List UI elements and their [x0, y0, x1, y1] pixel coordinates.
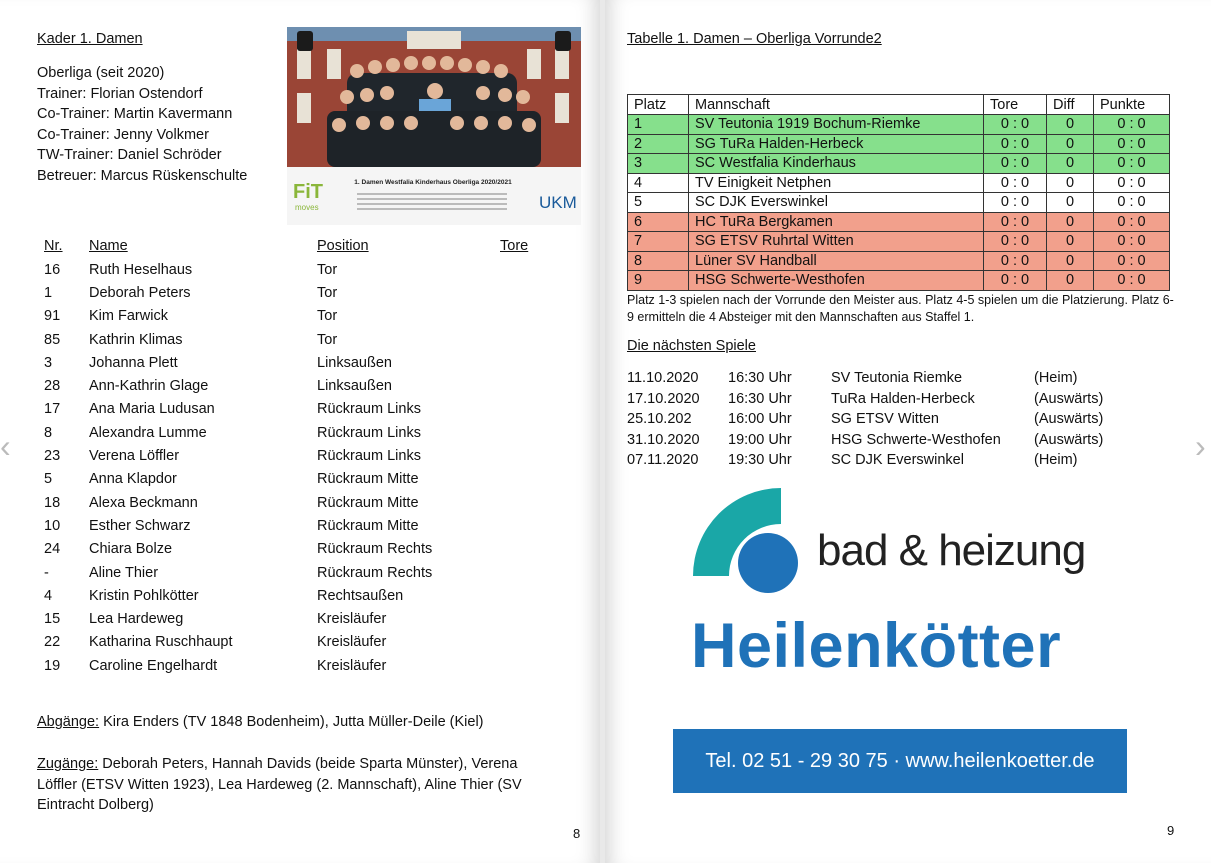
- standings-tore: 0 : 0: [984, 115, 1047, 135]
- roster-nr: 10: [44, 517, 61, 534]
- roster-position: Rückraum Mitte: [317, 494, 419, 511]
- roster-row: [44, 328, 564, 351]
- roster-row: [44, 444, 564, 467]
- standings-punkte: 0 : 0: [1094, 251, 1170, 271]
- standings-tore: 0 : 0: [984, 173, 1047, 193]
- roster-tore: [500, 421, 564, 444]
- header-punkte: Punkte: [1094, 95, 1170, 115]
- roster-nr: 5: [44, 471, 53, 488]
- roster-row: [44, 584, 564, 607]
- standings-punkte: 0 : 0: [1094, 154, 1170, 174]
- standings-team: SG TuRa Halden-Herbeck: [689, 134, 984, 154]
- zugaenge: [37, 754, 557, 816]
- standings-team: HC TuRa Bergkamen: [689, 212, 984, 232]
- standings-diff: 0: [1047, 212, 1094, 232]
- game-row: [627, 368, 1103, 389]
- roster-nr: 4: [44, 587, 53, 604]
- roster-tore: [500, 281, 564, 304]
- standings-row: [628, 154, 1170, 174]
- roster-position: Rückraum Mitte: [317, 517, 419, 534]
- standings-header-row: [628, 95, 1170, 115]
- standings-row: [628, 232, 1170, 252]
- roster-tore: [500, 607, 564, 630]
- roster-name: Ana Maria Ludusan: [89, 401, 215, 418]
- heilenkoetter-symbol-icon: [693, 488, 808, 600]
- roster-row: [44, 281, 564, 304]
- standings-platz: 7: [628, 232, 689, 252]
- ad-brand: Heilenkötter: [691, 611, 1062, 681]
- roster-nr: 24: [44, 541, 61, 558]
- standings-platz: 6: [628, 212, 689, 232]
- roster-nr: 16: [44, 261, 61, 278]
- roster-position: Tor: [317, 261, 338, 278]
- page-number-right: 9: [1167, 823, 1175, 838]
- ad-contact: Tel. 02 51 - 29 30 75 · www.heilenkoetter.de: [673, 729, 1127, 793]
- photo-caption: 1. Damen Westfalia Kinderhaus Oberliga 2020/2021: [354, 179, 512, 186]
- roster-nr: 28: [44, 378, 61, 395]
- staff-line: Trainer: Florian Ostendorf: [37, 85, 203, 102]
- game-date: 11.10.2020: [627, 370, 699, 387]
- standings-platz: 5: [628, 193, 689, 213]
- game-row: [627, 430, 1103, 451]
- roster-name: Alexandra Lumme: [89, 424, 207, 441]
- standings-punkte: 0 : 0: [1094, 271, 1170, 291]
- game-opponent: SG ETSV Witten: [831, 411, 939, 428]
- game-venue: (Auswärts): [1034, 390, 1104, 407]
- abgaenge-label: Abgänge:: [37, 714, 100, 730]
- roster-position: Rückraum Rechts: [317, 541, 433, 558]
- roster-row: [44, 561, 564, 584]
- standings-diff: 0: [1047, 173, 1094, 193]
- game-opponent: SC DJK Everswinkel: [831, 452, 964, 469]
- roster-table: [44, 234, 564, 677]
- standings-punkte: 0 : 0: [1094, 232, 1170, 252]
- header-name: Name: [89, 238, 128, 254]
- standings-team: Lüner SV Handball: [689, 251, 984, 271]
- roster-tore: [500, 374, 564, 397]
- standings-platz: 9: [628, 271, 689, 291]
- standings-row: [628, 271, 1170, 291]
- game-venue: (Auswärts): [1034, 431, 1104, 448]
- roster-name: Chiara Bolze: [89, 541, 173, 558]
- games-title: Die nächsten Spiele: [627, 338, 756, 354]
- roster-name: Caroline Engelhardt: [89, 657, 218, 674]
- roster-position: Linksaußen: [317, 378, 392, 395]
- roster-name: Verena Löffler: [89, 448, 180, 465]
- roster-row: [44, 514, 564, 537]
- header-diff: Diff: [1047, 95, 1094, 115]
- roster-nr: -: [44, 564, 49, 581]
- staff-line: TW-Trainer: Daniel Schröder: [37, 147, 222, 163]
- roster-name: Anna Klapdor: [89, 471, 177, 488]
- game-time: 16:30 Uhr: [728, 370, 792, 387]
- roster-nr: 17: [44, 401, 61, 418]
- roster-row: [44, 631, 564, 654]
- staff-line: Co-Trainer: Jenny Volkmer: [37, 126, 209, 143]
- roster-row: [44, 654, 564, 677]
- roster-tore: [500, 351, 564, 374]
- roster-tore: [500, 514, 564, 537]
- header-tore: Tore: [500, 238, 529, 254]
- game-date: 07.11.2020: [627, 452, 699, 469]
- roster-tore: [500, 305, 564, 328]
- abgaenge-text: Kira Enders (TV 1848 Bodenheim), Jutta Müller-Deile (Kiel): [99, 714, 484, 730]
- roster-tore: [500, 398, 564, 421]
- header-mannschaft: Mannschaft: [689, 95, 984, 115]
- staff-line: Betreuer: Marcus Rüskenschulte: [37, 167, 248, 184]
- roster-nr: 1: [44, 284, 53, 301]
- header-position: Position: [317, 238, 369, 254]
- standings-punkte: 0 : 0: [1094, 193, 1170, 213]
- game-row: [627, 389, 1103, 410]
- abgaenge: [37, 712, 557, 733]
- roster-tore: [500, 538, 564, 561]
- roster-row: [44, 421, 564, 444]
- game-opponent: HSG Schwerte-Westhofen: [831, 431, 1001, 448]
- standings-row: [628, 251, 1170, 271]
- roster-tore: [500, 654, 564, 677]
- games-table: [627, 368, 1103, 471]
- standings-team: SC DJK Everswinkel: [689, 193, 984, 213]
- roster-nr: 22: [44, 634, 61, 651]
- roster-nr: 8: [44, 424, 53, 441]
- roster-name: Esther Schwarz: [89, 517, 191, 534]
- game-time: 16:30 Uhr: [728, 390, 792, 407]
- roster-name: Alexa Beckmann: [89, 494, 198, 511]
- standings-team: SC Westfalia Kinderhaus: [689, 154, 984, 174]
- roster-nr: 18: [44, 494, 61, 511]
- roster-row: [44, 351, 564, 374]
- roster-row: [44, 468, 564, 491]
- standings-diff: 0: [1047, 115, 1094, 135]
- roster-position: Kreisläufer: [317, 634, 387, 651]
- roster-position: Rechtsaußen: [317, 587, 404, 604]
- prev-page-arrow-icon[interactable]: ‹: [0, 428, 11, 464]
- zugaenge-label: Zugänge:: [37, 756, 99, 772]
- roster-tore: [500, 631, 564, 654]
- standings-platz: 8: [628, 251, 689, 271]
- roster-position: Rückraum Links: [317, 401, 421, 418]
- roster-name: Kathrin Klimas: [89, 331, 183, 348]
- standings-tore: 0 : 0: [984, 251, 1047, 271]
- game-venue: (Heim): [1034, 370, 1078, 387]
- roster-row: [44, 491, 564, 514]
- roster-position: Tor: [317, 284, 338, 301]
- standings-diff: 0: [1047, 154, 1094, 174]
- roster-position: Rückraum Mitte: [317, 471, 419, 488]
- standings-platz: 1: [628, 115, 689, 135]
- game-date: 17.10.2020: [627, 390, 700, 407]
- roster-tore: [500, 328, 564, 351]
- game-time: 16:00 Uhr: [728, 411, 792, 428]
- roster-position: Kreisläufer: [317, 611, 387, 628]
- standings-diff: 0: [1047, 271, 1094, 291]
- staff-list: [37, 63, 247, 186]
- roster-position: Tor: [317, 308, 338, 325]
- roster-name: Ann-Kathrin Glage: [89, 378, 209, 395]
- roster-position: Rückraum Links: [317, 424, 421, 441]
- roster-tore: [500, 491, 564, 514]
- standings-diff: 0: [1047, 134, 1094, 154]
- roster-tore: [500, 258, 564, 281]
- roster-position: Rückraum Rechts: [317, 564, 433, 581]
- standings-row: [628, 115, 1170, 135]
- roster-name: Katharina Ruschhaupt: [89, 634, 233, 651]
- right-page: [605, 0, 1211, 863]
- standings-platz: 3: [628, 154, 689, 174]
- roster-tore: [500, 444, 564, 467]
- roster-row: [44, 258, 564, 281]
- roster-name: Ruth Heselhaus: [89, 261, 193, 278]
- ad-tagline: bad & heizung: [817, 526, 1086, 575]
- roster-nr: 3: [44, 354, 53, 371]
- standings-punkte: 0 : 0: [1094, 173, 1170, 193]
- roster-tore: [500, 468, 564, 491]
- standings-diff: 0: [1047, 251, 1094, 271]
- header-tore: Tore: [984, 95, 1047, 115]
- roster-header-row: [44, 234, 564, 258]
- standings-platz: 2: [628, 134, 689, 154]
- game-venue: (Auswärts): [1034, 411, 1104, 428]
- sponsor-left-logo: FiT: [293, 181, 323, 203]
- standings-tore: 0 : 0: [984, 212, 1047, 232]
- table-note: Platz 1-3 spielen nach der Vorrunde den Meister aus. Platz 4-5 spielen um die Platzierung. Platz 6-9 ermitteln die 4 Absteiger mit den Mannschaften aus Staffel 1.: [627, 293, 1174, 324]
- standings-row: [628, 212, 1170, 232]
- roster-name: Lea Hardeweg: [89, 611, 184, 628]
- game-opponent: TuRa Halden-Herbeck: [831, 390, 975, 407]
- sponsor-left-sub: moves: [295, 203, 319, 212]
- game-row: [627, 409, 1103, 430]
- roster-position: Kreisläufer: [317, 657, 387, 674]
- game-time: 19:30 Uhr: [728, 452, 792, 469]
- standings-tore: 0 : 0: [984, 134, 1047, 154]
- game-opponent: SV Teutonia Riemke: [831, 370, 963, 387]
- roster-nr: 85: [44, 331, 61, 348]
- standings-tore: 0 : 0: [984, 193, 1047, 213]
- header-platz: Platz: [628, 95, 689, 115]
- staff-line: Co-Trainer: Martin Kavermann: [37, 106, 233, 122]
- left-page: [0, 0, 600, 863]
- roster-position: Linksaußen: [317, 354, 392, 371]
- roster-name: Kristin Pohlkötter: [89, 587, 199, 604]
- game-time: 19:00 Uhr: [728, 431, 792, 448]
- next-page-arrow-icon[interactable]: ›: [1195, 428, 1206, 464]
- standings-tore: 0 : 0: [984, 154, 1047, 174]
- standings-table: [627, 94, 1170, 291]
- sponsor-right-logo: UKM: [539, 193, 577, 212]
- zugaenge-text: Deborah Peters, Hannah Davids (beide Sparta Münster), Verena Löffler (ETSV Witten 1923), Lea Hardeweg (2. Mannschaft), Aline Thier (SV Eintracht Dolberg): [37, 756, 522, 813]
- roster-nr: 19: [44, 657, 61, 674]
- roster-nr: 91: [44, 308, 61, 325]
- roster-name: Kim Farwick: [89, 308, 168, 325]
- standings-diff: 0: [1047, 193, 1094, 213]
- standings-team: HSG Schwerte-Westhofen: [689, 271, 984, 291]
- standings-team: SV Teutonia 1919 Bochum-Riemke: [689, 115, 984, 135]
- standings-punkte: 0 : 0: [1094, 212, 1170, 232]
- standings-tore: 0 : 0: [984, 232, 1047, 252]
- standings-team: SG ETSV Ruhrtal Witten: [689, 232, 984, 252]
- standings-platz: 4: [628, 173, 689, 193]
- standings-diff: 0: [1047, 232, 1094, 252]
- roster-position: Rückraum Links: [317, 448, 421, 465]
- advertisement[interactable]: [673, 486, 1127, 796]
- standings-row: [628, 134, 1170, 154]
- staff-line: Oberliga (seit 2020): [37, 65, 165, 81]
- roster-row: [44, 374, 564, 397]
- header-nr: Nr.: [44, 238, 63, 254]
- roster-tore: [500, 561, 564, 584]
- roster-row: [44, 538, 564, 561]
- standings-punkte: 0 : 0: [1094, 134, 1170, 154]
- roster-position: Tor: [317, 331, 338, 348]
- team-photo: [287, 27, 581, 225]
- photo-caption-lines: [357, 190, 507, 213]
- page-number-left: 8: [573, 826, 581, 841]
- roster-tore: [500, 584, 564, 607]
- roster-name: Aline Thier: [89, 564, 159, 581]
- roster-nr: 15: [44, 611, 61, 628]
- standings-tore: 0 : 0: [984, 271, 1047, 291]
- standings-row: [628, 173, 1170, 193]
- game-row: [627, 450, 1103, 471]
- roster-nr: 23: [44, 448, 61, 465]
- standings-team: TV Einigkeit Netphen: [689, 173, 984, 193]
- standings-row: [628, 193, 1170, 213]
- table-title: Tabelle 1. Damen – Oberliga Vorrunde2: [627, 31, 882, 47]
- roster-name: Johanna Plett: [89, 354, 178, 371]
- game-date: 25.10.202: [627, 411, 692, 428]
- kader-title: Kader 1. Damen: [37, 31, 143, 47]
- game-date: 31.10.2020: [627, 431, 700, 448]
- roster-name: Deborah Peters: [89, 284, 191, 301]
- standings-punkte: 0 : 0: [1094, 115, 1170, 135]
- roster-row: [44, 305, 564, 328]
- roster-row: [44, 607, 564, 630]
- game-venue: (Heim): [1034, 452, 1078, 469]
- roster-row: [44, 398, 564, 421]
